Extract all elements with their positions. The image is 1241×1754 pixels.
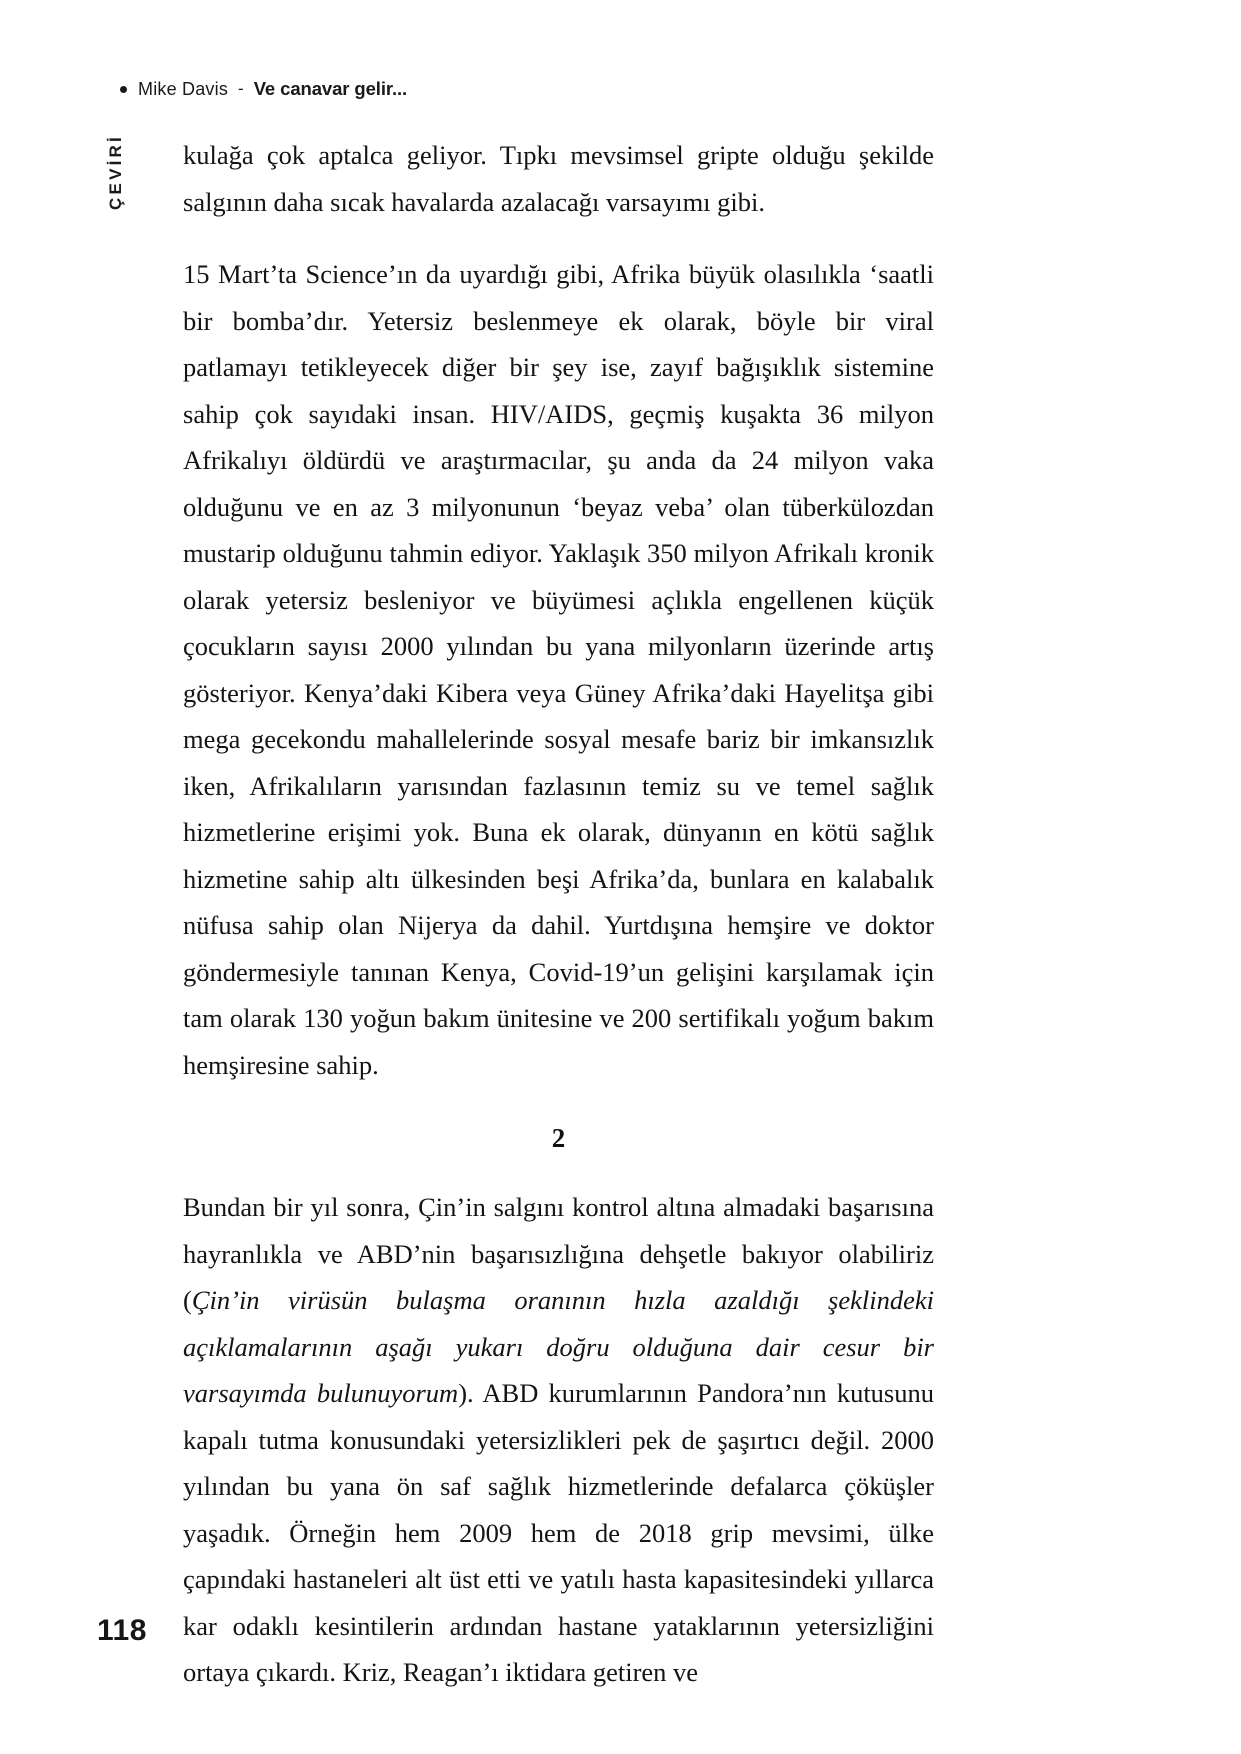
- paragraph: [183, 1184, 934, 1696]
- paragraph-segment-roman: Bundan bir yıl sonra, Çin’in salgını kontrol altına almadaki başarısına hayranlıkla ve ABD’nin başarısızlığına dehşetle bakıyor olabiliriz (: [183, 1192, 934, 1315]
- section-tab-label: ÇEVİRİ: [106, 134, 125, 210]
- paragraph-segment-italic: Çin’in virüsün bulaşma oranının hızla azaldığı şeklindeki açıklamalarının aşağı yukarı doğru olduğuna dair cesur bir varsayımda bulunuyorum: [183, 1285, 934, 1408]
- running-head-author: Mike Davis: [138, 78, 229, 99]
- paragraph: kulağa çok aptalca geliyor. Tıpkı mevsimsel gripte olduğu şekilde salgının daha sıcak havalarda azalacağı varsayımı gibi.: [183, 140, 934, 217]
- running-head-title: Ve canavar gelir...: [253, 78, 408, 99]
- paragraph: 15 Mart’ta Science’ın da uyardığı gibi, Afrika büyük olasılıkla ‘saatli bir bomba’dır. Yetersiz beslenmeye ek olarak, böyle bir viral patlamayı tetikleyecek diğer bir şey ise, zayıf bağışıklık sistemine sahip çok sayıdaki insan. HIV/AIDS, geçmiş kuşakta 36 milyon Afrikalıyı öldürdü ve araştırmacılar, şu anda da 24 milyon vaka olduğunu ve en az 3 milyonunun ‘beyaz veba’ olan tüberkülozdan mustarip olduğunu tahmin ediyor. Yaklaşık 350 milyon Afrikalı kronik olarak yetersiz besleniyor ve büyümesi açlıkla engellenen küçük çocukların sayısı 2000 yılından bu yana milyonların üzerinde artış gösteriyor. Kenya’daki Kibera veya Güney Afrika’daki Hayelitşa gibi mega gecekondu mahallelerinde sosyal mesafe bariz bir imkansızlık iken, Afrikalıların yarısından fazlasının temiz su ve temel sağlık hizmetlerine erişimi yok. Buna ek olarak, dünyanın en kötü sağlık hizmetine sahip altı ülkesinden beşi Afrika’da, bunlara en kalabalık nüfusa sahip olan Nijerya da dahil. Yurtdışına hemşire ve doktor göndermesiyle tanınan Kenya, Covid-19’un gelişini karşılamak için tam olarak 130 yoğun bakım ünitesine ve 200 sertifikalı yoğum bakım hemşiresine sahip.: [183, 259, 934, 1080]
- section-tab: [96, 112, 136, 232]
- bullet-glyph-icon: [120, 86, 127, 93]
- section-number: 2: [551, 1123, 566, 1153]
- paragraph-segment-roman: ). ABD kurumlarının Pandora’nın kutusunu kapalı tutma konusundaki yetersizlikleri pek de şaşırtıcı değil. 2000 yılından bu yana ön saf sağlık hizmetlerinde defalarca çöküşler yaşadık. Örneğin hem 2009 hem de 2018 grip mevsimi, ülke çapındaki hastaneleri alt üst etti ve yatılı hasta kapasitesindeki yıllarca kar odaklı kesintilerin ardından hastane yataklarının yetersizliğini ortaya çıkardı. Kriz, Reagan’ı iktidara getiren ve: [183, 1378, 934, 1687]
- body-text-column: [183, 132, 934, 1696]
- running-head-separator: -: [238, 79, 244, 98]
- page-number: 118: [97, 1614, 147, 1647]
- running-head: [120, 78, 407, 100]
